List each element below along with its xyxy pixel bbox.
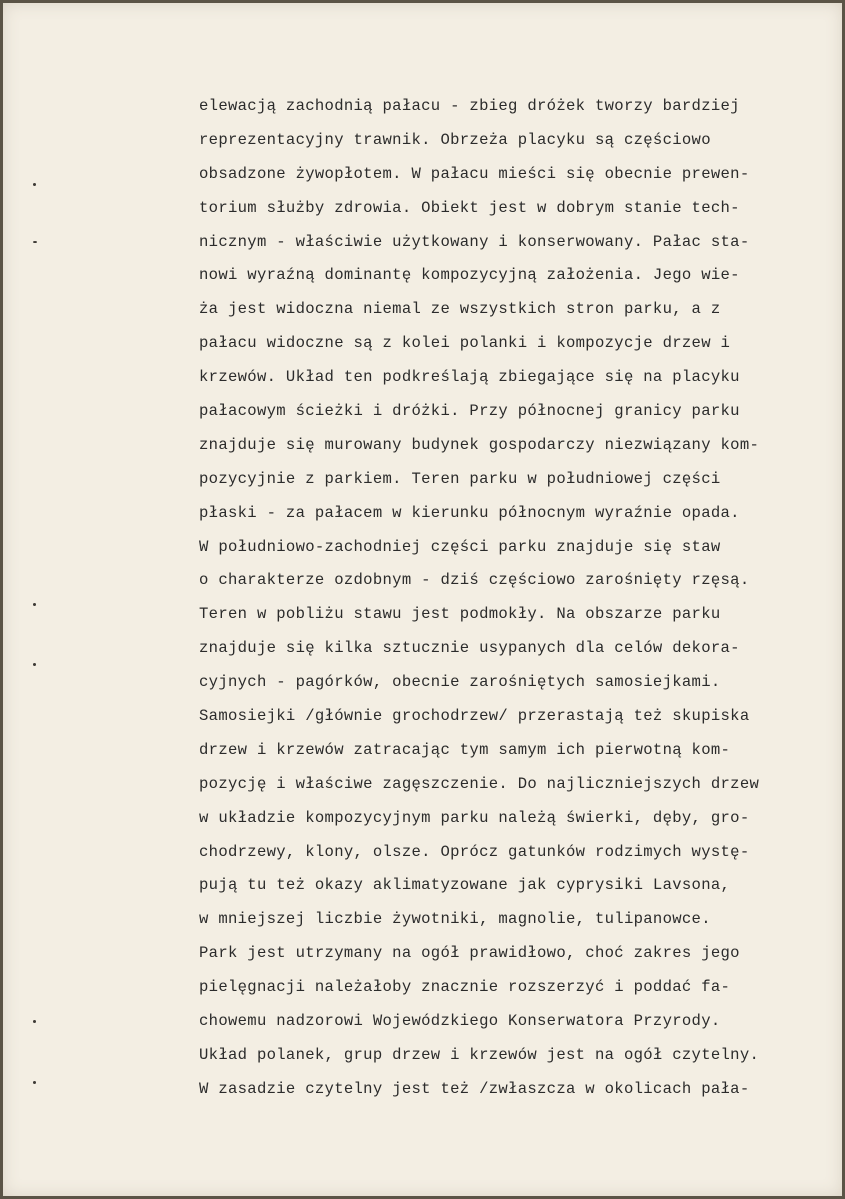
text-line: nowi wyraźną dominantę kompozycyjną założenia. Jego wie-: [199, 266, 740, 285]
text-line: znajduje się kilka sztucznie usypanych dla celów dekora-: [199, 639, 740, 658]
text-line: obsadzone żywopłotem. W pałacu mieści się obecnie prewen-: [199, 164, 750, 183]
text-line: W zasadzie czytelny jest też /zwłaszcza w okolicach pała-: [199, 1079, 750, 1098]
text-line: pałacowym ścieżki i dróżki. Przy północnej granicy parku: [199, 402, 740, 421]
text-line: w układzie kompozycyjnym parku należą świerki, dęby, gro-: [199, 808, 750, 827]
text-line: krzewów. Układ ten podkreślają zbiegające się na placyku: [199, 368, 740, 387]
text-line: Samosiejki /głównie grochodrzew/ przerastają też skupiska: [199, 707, 750, 726]
text-line: płaski - za pałacem w kierunku północnym wyraźnie opada.: [199, 503, 740, 522]
text-line: torium służby zdrowia. Obiekt jest w dobrym stanie tech-: [199, 198, 740, 217]
punch-mark: [33, 183, 36, 186]
text-line: pielęgnacji należałoby znacznie rozszerzyć i poddać fa-: [199, 978, 731, 997]
text-line: Teren w pobliżu stawu jest podmokły. Na obszarze parku: [199, 605, 721, 624]
text-line: pozycję i właściwe zagęszczenie. Do najliczniejszych drzew: [199, 774, 760, 793]
text-line: ża jest widoczna niemal ze wszystkich stron parku, a z: [199, 300, 721, 319]
text-line: w mniejszej liczbie żywotniki, magnolie, tulipanowce.: [199, 910, 711, 929]
text-line: znajduje się murowany budynek gospodarczy niezwiązany kom-: [199, 435, 760, 454]
text-line: elewacją zachodnią pałacu - zbieg dróżek tworzy bardziej: [199, 97, 740, 115]
punch-mark: [33, 603, 36, 606]
text-line: chodrzewy, klony, olsze. Oprócz gatunków rodzimych wystę-: [199, 842, 750, 861]
text-line: o charakterze ozdobnym - dziś częściowo zarośnięty rzęsą.: [199, 571, 750, 590]
text-line: reprezentacyjny trawnik. Obrzeża placyku są częściowo: [199, 130, 711, 149]
text-line: pozycyjnie z parkiem. Teren parku w południowej części: [199, 469, 721, 488]
punch-mark: [33, 241, 37, 243]
text-line: drzew i krzewów zatracając tym samym ich pierwotną kom-: [199, 740, 731, 759]
text-line: Układ polanek, grup drzew i krzewów jest na ogół czytelny.: [199, 1045, 760, 1064]
text-line: chowemu nadzorowi Wojewódzkiego Konserwatora Przyrody.: [199, 1012, 721, 1031]
text-line: pują tu też okazy aklimatyzowane jak cyprysiki Lavsona,: [199, 876, 731, 895]
punch-mark: [33, 1020, 36, 1023]
text-line: cyjnych - pagórków, obecnie zarośniętych samosiejkami.: [199, 673, 721, 692]
text-line: pałacu widoczne są z kolei polanki i kompozycje drzew i: [199, 334, 731, 353]
text-line: W południowo-zachodniej części parku znajduje się staw: [199, 537, 721, 556]
text-line: Park jest utrzymany na ogół prawidłowo, choć zakres jego: [199, 944, 740, 963]
punch-mark: [33, 663, 36, 666]
typed-text-body: [199, 96, 799, 1113]
punch-mark: [33, 1081, 36, 1084]
text-line: nicznym - właściwie użytkowany i konserwowany. Pałac sta-: [199, 232, 750, 251]
